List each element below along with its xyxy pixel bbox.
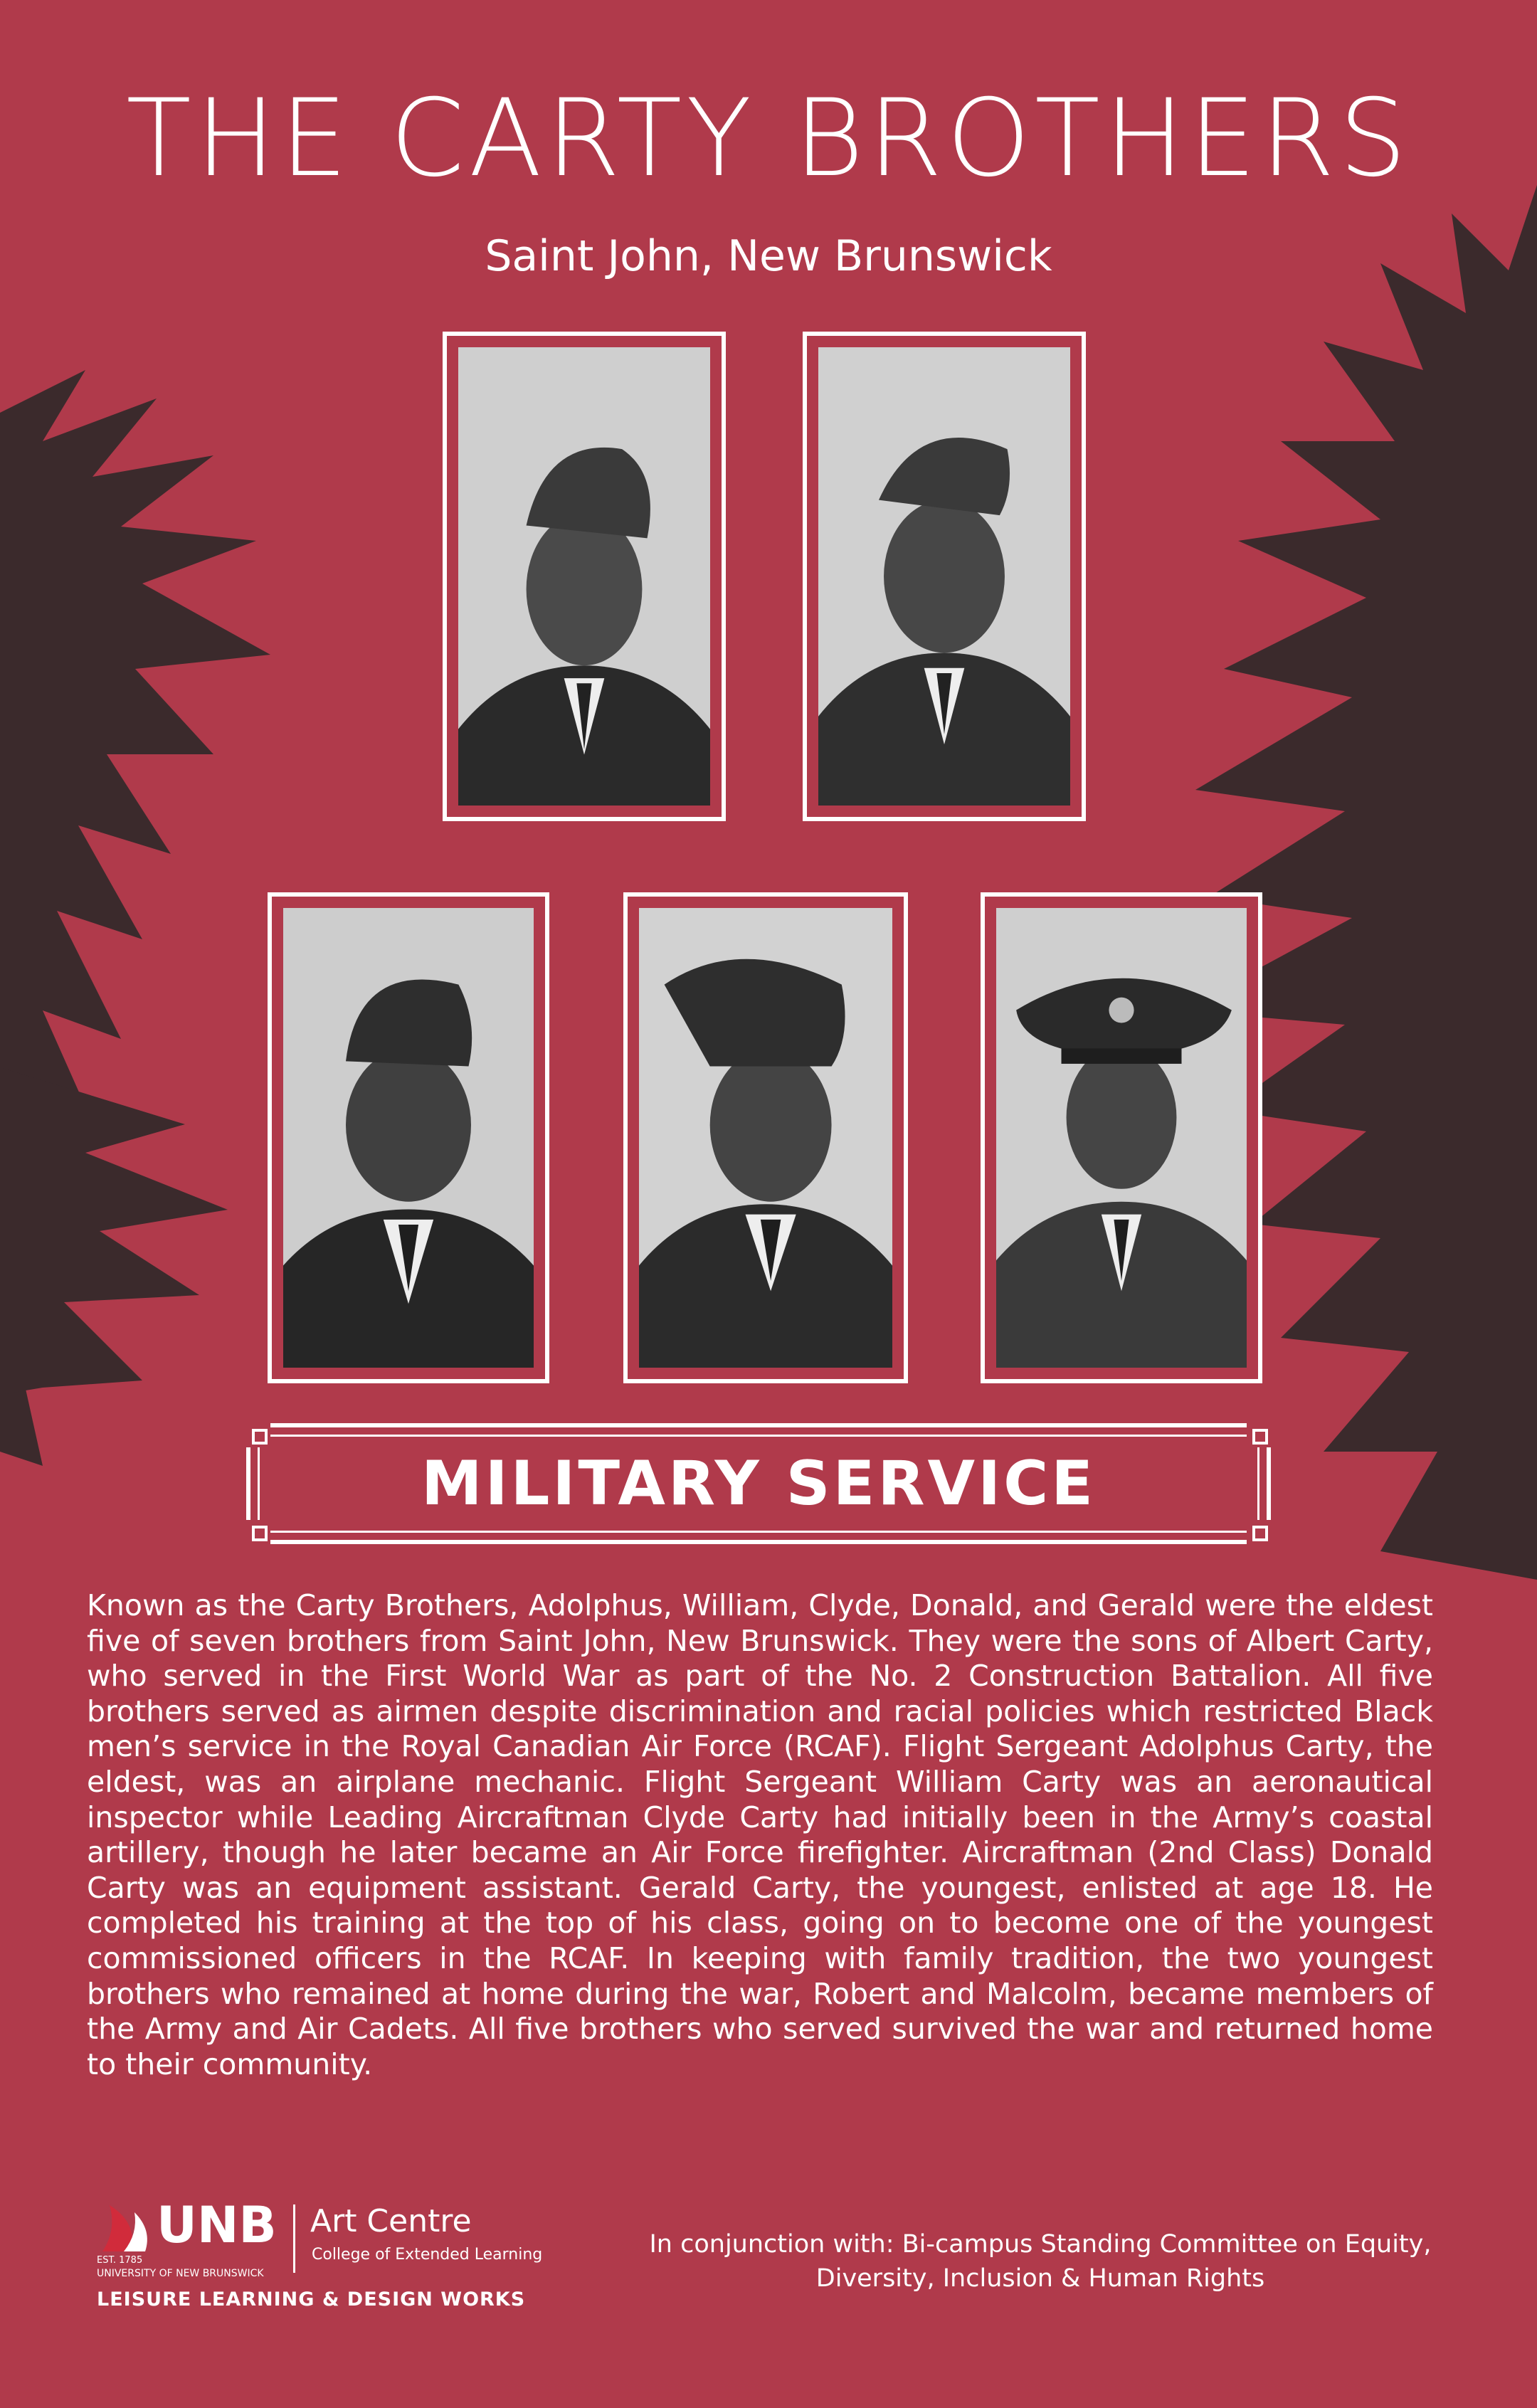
corner-ornament-icon	[246, 1520, 270, 1544]
section-title: MILITARY SERVICE	[421, 1448, 1096, 1519]
logo-divider	[293, 2204, 295, 2273]
conjunction-text	[649, 2227, 1432, 2296]
portrait-photo-icon	[639, 908, 892, 1368]
college-label: College of Extended Learning	[312, 2246, 543, 2264]
unb-art-centre-logo	[93, 2196, 591, 2320]
poster-title: THE CARTY BROTHERS	[126, 77, 1411, 201]
leisure-learning-label: LEISURE LEARNING & DESIGN WORKS	[97, 2288, 526, 2311]
portrait-photo-2	[803, 332, 1086, 821]
art-centre-label: Art Centre	[310, 2203, 472, 2239]
unb-flame-icon	[95, 2202, 155, 2254]
portrait-photo-5	[981, 892, 1262, 1383]
conjunction-line-1: In conjunction with: Bi-campus Standing Committee on Equity,	[649, 2230, 1432, 2259]
portrait-photo-icon	[996, 908, 1247, 1368]
corner-ornament-icon	[246, 1423, 270, 1447]
poster-subtitle: Saint John, New Brunswick	[485, 231, 1052, 281]
corner-ornament-icon	[1247, 1520, 1271, 1544]
portrait-photo-icon	[458, 347, 710, 806]
portrait-photo-1	[443, 332, 726, 821]
corner-ornament-icon	[1247, 1423, 1271, 1447]
portrait-photo-4	[623, 892, 908, 1383]
body-text: Known as the Carty Brothers, Adolphus, William, Clyde, Donald, and Gerald were the eldest five of seven brothers from Saint John, New Brunswick. They were the sons of Albert Carty, who served in the First World War as part of the No. 2 Construction Battalion. All five brothers served as airmen despite discrimination and racial policies which restricted Black men’s service in the Royal Canadian Air Force (RCAF). Flight Sergeant Adolphus Carty, the eldest, was an airplane mechanic. Flight Sergeant William Carty was an aeronautical inspector while Leading Aircraftman Clyde Carty had initially been in the Army’s coastal artillery, though he later became an Air Force firefighter. Aircraftman (2nd Class) Donald Carty was an equipment assistant. Gerald Carty, the youngest, enlisted at age 18. He completed his training at the top of his class, going on to become one of the youngest commissioned officers in the RCAF. In keeping with family tradition, the two youngest brothers who remained at home during the war, Robert and Malcolm, became members of the Army and Air Cadets. All five brothers who served survived the war and returned home to their community.	[87, 1588, 1433, 2081]
unb-wordmark: UNB	[157, 2196, 277, 2254]
portrait-photo-icon	[818, 347, 1070, 806]
conjunction-line-2: Diversity, Inclusion & Human Rights	[815, 2264, 1265, 2293]
university-label: UNIVERSITY OF NEW BRUNSWICK	[97, 2268, 264, 2279]
portrait-photo-icon	[283, 908, 534, 1368]
portrait-photo-3	[268, 892, 549, 1383]
est-label: EST. 1785	[97, 2255, 143, 2266]
section-header-box	[246, 1423, 1271, 1544]
